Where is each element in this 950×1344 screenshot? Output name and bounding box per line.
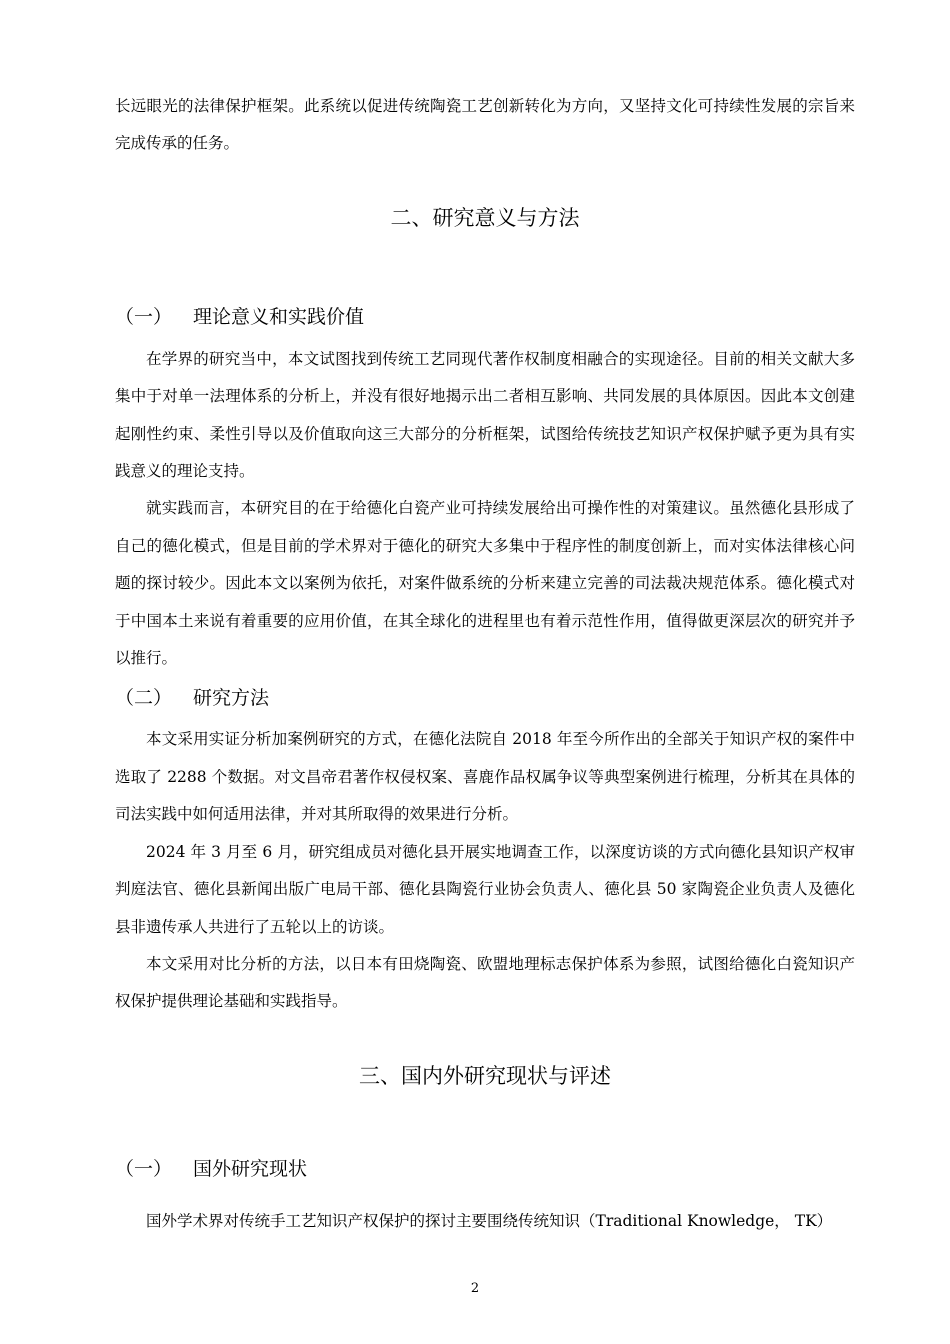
page-body <box>115 88 855 1240</box>
section-3-1-paragraph-1: 国外学术界对传统手工艺知识产权保护的探讨主要围绕传统知识（Traditional Knowledge， TK） <box>146 1211 833 1230</box>
section-3-heading: 三、国内外研究现状与评述 <box>359 1063 611 1088</box>
section-2-heading: 二、研究意义与方法 <box>390 205 580 230</box>
section-2-1-number: （一） <box>115 305 173 328</box>
section-2-1-paragraph-2: 就实践而言，本研究目的在于给德化白瓷产业可持续发展给出可操作性的对策建议。虽然德化县形成了自己的德化模式，但是目前的学术界对于德化的研究大多集中于程序性的制度创新上，而对实体法律核心问题的探讨较少。因此本文以案例为依托，对案件做系统的分析来建立完善的司法裁决规范体系。德化模式对于中国本土来说有着重要的应用价值，在其全球化的进程里也有着示范性作用，值得做更深层次的研究并予以推行。 <box>115 499 855 668</box>
section-2-2-number: （二） <box>115 687 173 710</box>
section-2-2-paragraph-2: 2024 年 3 月至 6 月，研究组成员对德化县开展实地调查工作，以深度访谈的方式向德化县知识产权审判庭法官、德化县新闻出版广电局干部、德化县陶瓷行业协会负责人、德化县 50 家陶瓷企业负责人及德化县非遗传承人共进行了五轮以上的访谈。 <box>115 842 855 936</box>
section-3-1-number: （一） <box>115 1157 173 1180</box>
section-2-1-title: 理论意义和实践价值 <box>193 305 365 328</box>
section-2-2-paragraph-1: 本文采用实证分析加案例研究的方式，在德化法院自 2018 年至今所作出的全部关于知识产权的案件中选取了 2288 个数据。对文昌帝君著作权侵权案、喜鹿作品权属争议等典型案例进行梳理，分析其在具体的司法实践中如何适用法律，并对其所取得的效果进行分析。 <box>115 730 855 824</box>
section-3-1-title: 国外研究现状 <box>193 1157 308 1180</box>
section-2-1-paragraph-1: 在学界的研究当中，本文试图找到传统工艺同现代著作权制度相融合的实现途径。目前的相关文献大多集中于对单一法理体系的分析上，并没有很好地揭示出二者相互影响、共同发展的具体原因。因此本文创建起刚性约束、柔性引导以及价值取向这三大部分的分析框架，试图给传统技艺知识产权保护赋予更为具有实践意义的理论支持。 <box>115 349 855 481</box>
section-2-1-heading <box>115 303 855 331</box>
section-2-2-title: 研究方法 <box>193 687 270 710</box>
intro-paragraph: 长远眼光的法律保护框架。此系统以促进传统陶瓷工艺创新转化为方向，又坚持文化可持续性发展的宗旨来完成传承的任务。 <box>115 97 855 153</box>
section-2-2-heading <box>115 684 855 712</box>
page-number: 2 <box>470 1281 480 1296</box>
section-2-2-paragraph-3: 本文采用对比分析的方法，以日本有田烧陶瓷、欧盟地理标志保护体系为参照，试图给德化白瓷知识产权保护提供理论基础和实践指导。 <box>115 954 855 1011</box>
section-3-1-heading <box>115 1155 855 1183</box>
